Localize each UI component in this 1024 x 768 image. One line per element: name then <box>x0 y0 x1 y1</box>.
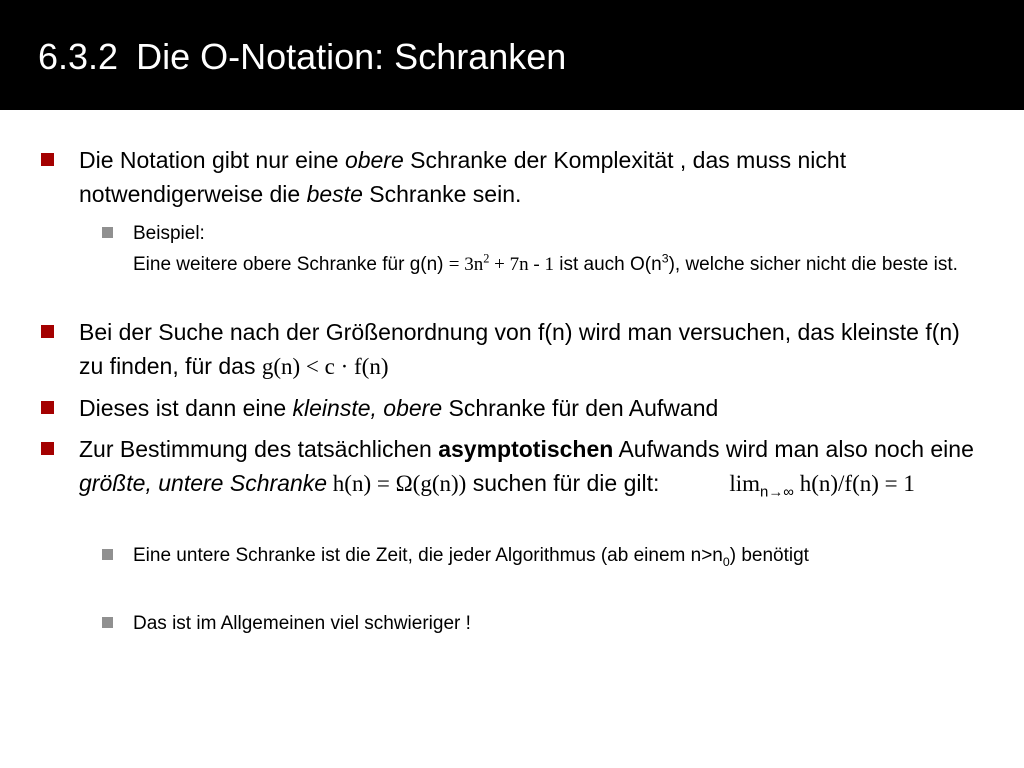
emphasis-asymptotischen: asymptotischen <box>438 436 614 462</box>
sub-bullet-lower-bound <box>133 540 983 571</box>
sub-bullet-square-icon <box>102 549 113 560</box>
subscript: 0 <box>722 554 730 569</box>
bullet-square-icon <box>41 325 54 338</box>
bullet-text: Aufwands wird man also noch eine <box>613 436 974 462</box>
emphasis-obere: obere <box>344 147 404 173</box>
bullet-upper-bound <box>79 143 979 211</box>
bullet-text: Die Notation gibt nur eine <box>79 147 345 173</box>
bullet-text: Dieses ist dann eine <box>79 395 293 421</box>
bullet-text: Schranke sein. <box>362 181 522 207</box>
bullet-square-icon <box>41 153 54 166</box>
formula-limit: $\lim_{n\to\infty} h(n)/f(n) = 1$ <box>729 471 915 501</box>
sub-bullet-difficulty <box>133 608 983 639</box>
section-number: 6.3.2 <box>38 36 119 77</box>
emphasis-groesste-untere: größte, untere Schranke <box>79 470 328 496</box>
bullet-square-icon <box>41 401 54 414</box>
emphasis-kleinste-obere: kleinste, obere <box>292 395 443 421</box>
bullet-least-upper <box>79 391 979 425</box>
bullet-smallest-f <box>79 315 979 384</box>
bullet-text: suchen für die gilt: <box>466 470 660 496</box>
formula-inequality: g(n) < c · f(n) <box>261 354 389 379</box>
emphasis-beste: beste <box>306 181 363 207</box>
formula-g: = $3n^2 + 7n - 1$ <box>448 251 554 275</box>
example-text: ist auch O(n <box>553 254 662 275</box>
sub-bullet-text: Eine untere Schranke ist die Zeit, die jeder Algorithmus (ab einem n>n <box>133 545 723 566</box>
formula-omega: h(n) = Ω(g(n)) <box>327 471 467 496</box>
sub-bullet-square-icon <box>102 617 113 628</box>
sub-bullet-example <box>133 218 983 280</box>
title-text: Die O-Notation: Schranken <box>136 36 567 77</box>
bullet-text: Bei der Suche nach der Größenordnung von f(n) wird man versuchen, das kleinste f(n) zu finden, für das <box>79 319 960 379</box>
example-text: ), welche sicher nicht die beste ist. <box>668 254 958 275</box>
sub-bullet-square-icon <box>102 227 113 238</box>
bullet-asymptotic <box>79 432 979 501</box>
sub-bullet-text: ) benötigt <box>729 545 809 566</box>
exponent: 3 <box>661 251 669 266</box>
bullet-text: Schranke für den Aufwand <box>442 395 719 421</box>
example-label: Beispiel: <box>133 223 205 244</box>
bullet-text: Zur Bestimmung des tatsächlichen <box>79 436 439 462</box>
sub-bullet-text: Das ist im Allgemeinen viel schwieriger ! <box>133 613 471 634</box>
bullet-text: Schranke der Komplexität , das muss nicht notwendigerweise die <box>79 147 847 207</box>
example-text: Eine weitere obere Schranke für g(n) <box>133 254 449 275</box>
bullet-square-icon <box>41 442 54 455</box>
